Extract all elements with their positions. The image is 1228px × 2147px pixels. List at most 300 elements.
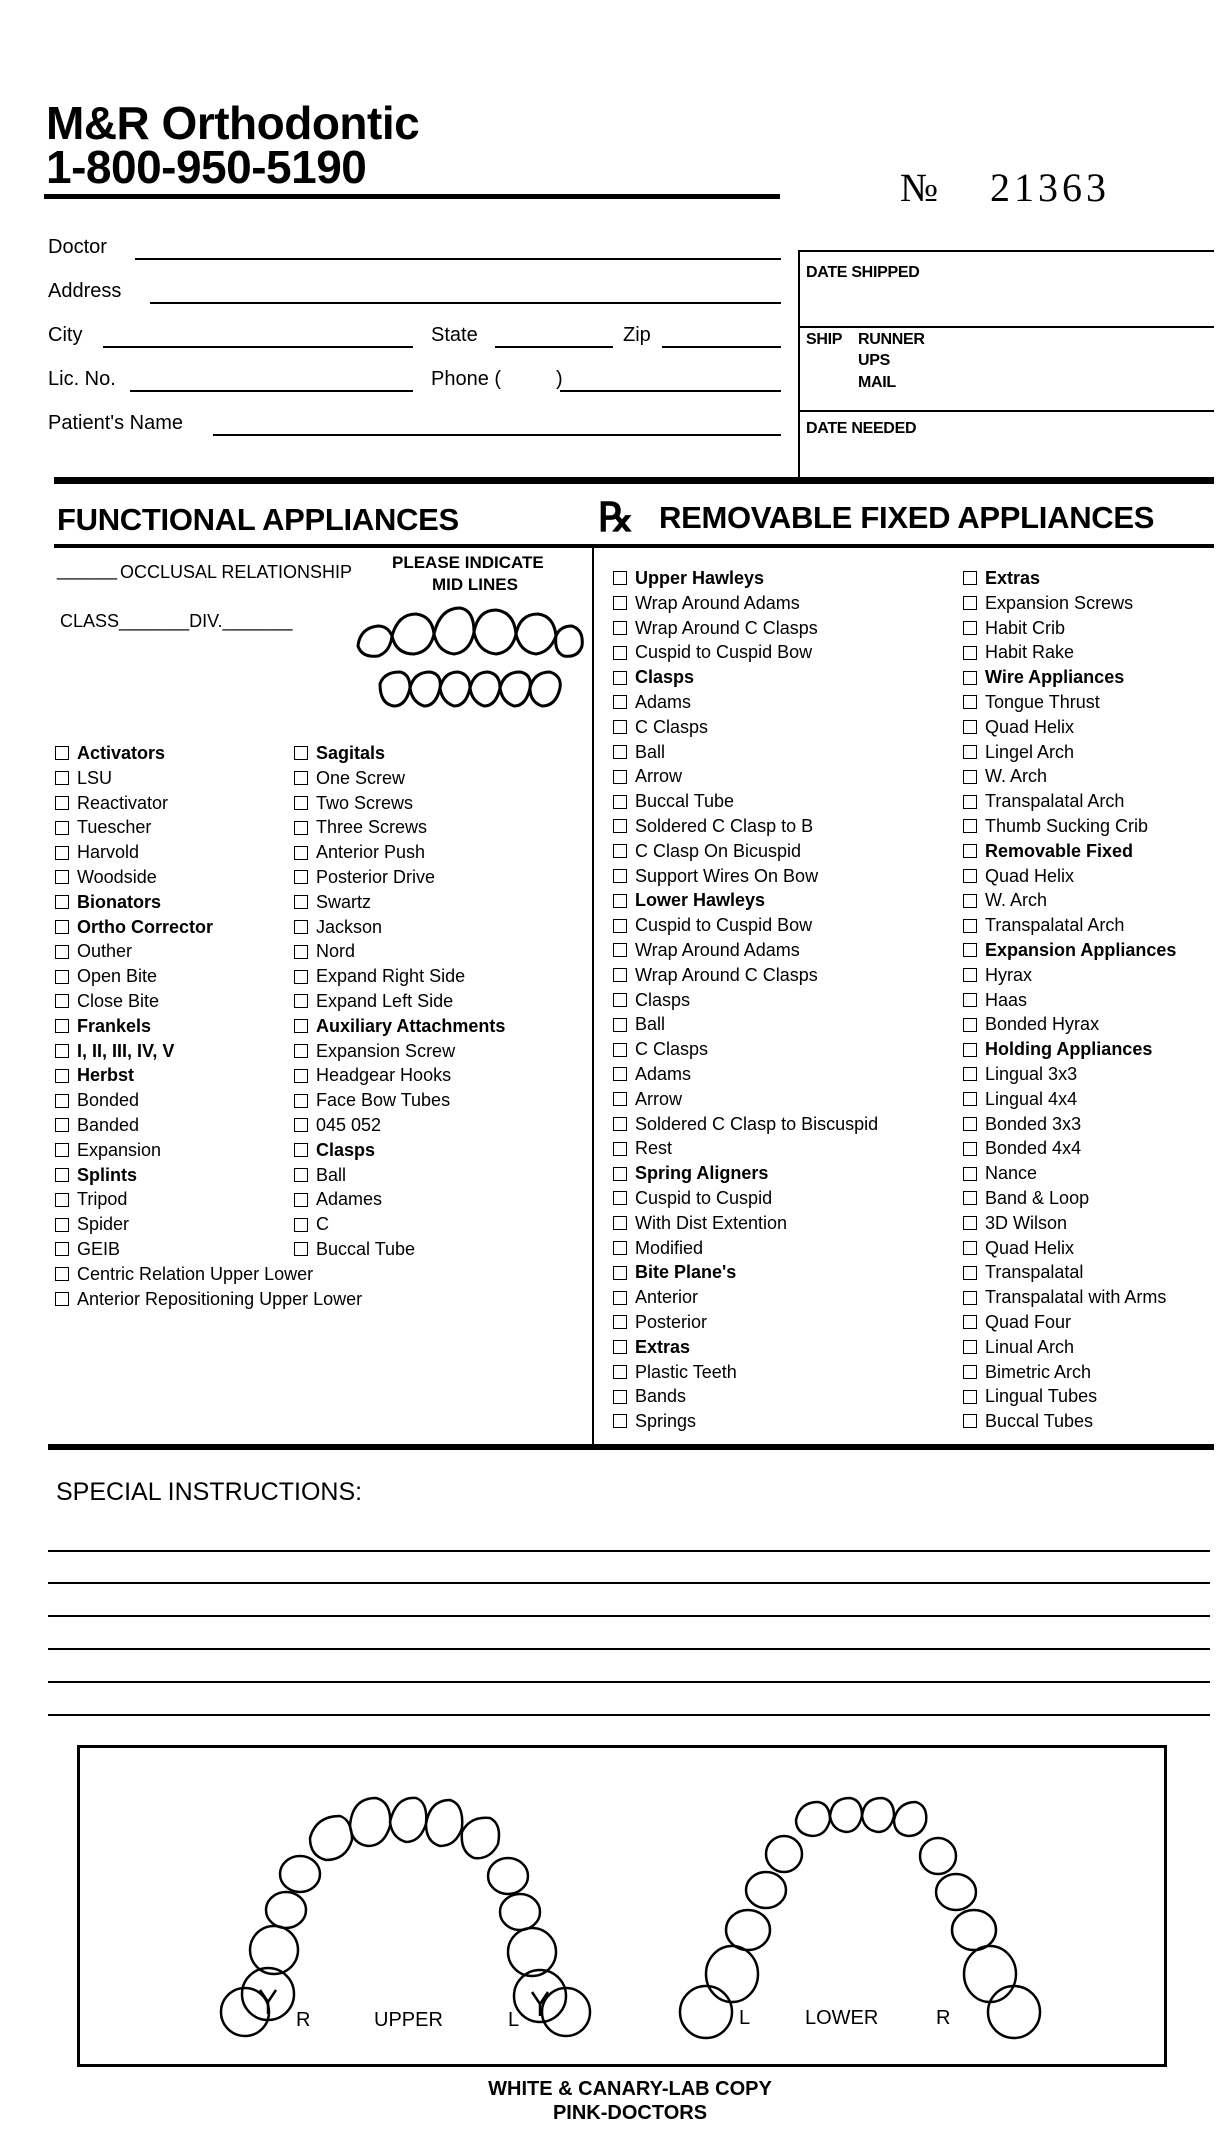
removable-left-column: [613, 566, 878, 1434]
checkbox[interactable]: [613, 1266, 627, 1280]
checkbox[interactable]: [294, 1242, 308, 1256]
checklist-item[interactable]: [294, 741, 505, 766]
checklist-item[interactable]: [55, 1287, 362, 1312]
checklist-item-label: 045 052: [316, 1114, 382, 1135]
checklist-item[interactable]: [613, 1161, 878, 1186]
checklist-item[interactable]: [294, 1187, 505, 1212]
checklist-item[interactable]: [963, 913, 1176, 938]
checklist-item[interactable]: [613, 864, 878, 889]
footer-line-2: PINK-DOCTORS: [552, 2102, 708, 2124]
checklist-item[interactable]: [963, 764, 1176, 789]
checkbox[interactable]: [963, 1365, 977, 1379]
section-divider: [592, 548, 594, 1446]
checkbox[interactable]: [294, 994, 308, 1008]
checklist-item[interactable]: [963, 640, 1176, 665]
special-instructions-label: SPECIAL INSTRUCTIONS:: [56, 1478, 363, 1506]
checklist-item[interactable]: [963, 1335, 1176, 1360]
checklist-item[interactable]: [963, 888, 1176, 913]
checklist-item-label: Wrap Around Adams: [635, 939, 800, 960]
checkbox[interactable]: [963, 1018, 977, 1032]
checklist-item-label: Expansion Screws: [985, 592, 1134, 613]
checklist-item-label: I, II, III, IV, V: [77, 1040, 175, 1061]
checklist-item[interactable]: [963, 1136, 1176, 1161]
checkbox[interactable]: [963, 1142, 977, 1156]
checkbox[interactable]: [963, 646, 977, 660]
checkbox[interactable]: [613, 1291, 627, 1305]
checkbox[interactable]: [55, 1267, 69, 1281]
checklist-item[interactable]: [613, 1310, 878, 1335]
checklist-item[interactable]: [613, 789, 878, 814]
state-label: State: [431, 324, 478, 346]
checkbox[interactable]: [963, 1340, 977, 1354]
checkbox[interactable]: [963, 1216, 977, 1230]
class-div-label: CLASS_______DIV._______: [60, 611, 293, 631]
checkbox[interactable]: [294, 1218, 308, 1232]
checklist-item-label: Linual Arch: [985, 1336, 1075, 1357]
checkbox[interactable]: [963, 1067, 977, 1081]
checklist-item[interactable]: [963, 1285, 1176, 1310]
checkbox[interactable]: [613, 1067, 627, 1081]
lower-r-label: R: [936, 2007, 951, 2029]
lic-no-label: Lic. No.: [48, 368, 116, 390]
checkbox[interactable]: [55, 920, 69, 934]
checklist-item[interactable]: [294, 791, 505, 816]
checklist-item[interactable]: [294, 1063, 505, 1088]
checkbox[interactable]: [963, 968, 977, 982]
checklist-item[interactable]: [963, 566, 1176, 591]
checklist-item[interactable]: [294, 939, 505, 964]
checklist-item[interactable]: [613, 740, 878, 765]
checklist-item-label: LSU: [77, 767, 113, 788]
checklist-item[interactable]: [963, 591, 1176, 616]
checkbox[interactable]: [55, 1168, 69, 1182]
checkbox[interactable]: [55, 1193, 69, 1207]
checklist-item-label: Cuspid to Cuspid: [635, 1187, 773, 1208]
midline-teeth-icon: [350, 606, 590, 726]
checklist-item-label: Bite Plane's: [635, 1262, 737, 1283]
checkbox[interactable]: [294, 920, 308, 934]
checklist-item[interactable]: [963, 1236, 1176, 1261]
checkbox[interactable]: [963, 671, 977, 685]
checklist-item[interactable]: [613, 690, 878, 715]
removable-fixed-title: REMOVABLE FIXED APPLIANCES: [659, 500, 1155, 535]
checklist-item-label: GEIB: [77, 1238, 121, 1259]
checklist-item-label: Buccal Tubes: [985, 1411, 1094, 1432]
checkbox[interactable]: [55, 1292, 69, 1306]
checklist-item-label: Bonded 4x4: [985, 1138, 1082, 1159]
checkbox[interactable]: [963, 1291, 977, 1305]
patient-name-label: Patient's Name: [48, 412, 183, 434]
checklist-item[interactable]: [613, 566, 878, 591]
checkbox[interactable]: [963, 1043, 977, 1057]
checklist-item-label: Posterior Drive: [316, 866, 436, 887]
checkbox[interactable]: [963, 1191, 977, 1205]
checkbox[interactable]: [613, 1043, 627, 1057]
checkbox[interactable]: [613, 894, 627, 908]
checklist-item[interactable]: [963, 740, 1176, 765]
checklist-item-label: Tongue Thrust: [985, 691, 1100, 712]
checkbox[interactable]: [55, 1069, 69, 1083]
checkbox[interactable]: [963, 571, 977, 585]
checkbox[interactable]: [613, 1315, 627, 1329]
doctor-field[interactable]: [135, 258, 781, 260]
upper-l-label: L: [508, 2009, 520, 2031]
checklist-item-label: Buccal Tube: [316, 1238, 416, 1259]
checklist-item[interactable]: [963, 864, 1176, 889]
checkbox[interactable]: [613, 819, 627, 833]
checkbox[interactable]: [963, 1167, 977, 1181]
checklist-item[interactable]: [294, 915, 505, 940]
checklist-item[interactable]: [963, 1360, 1176, 1385]
phone-field[interactable]: [560, 390, 781, 392]
checklist-item-label: Ortho Corrector: [77, 916, 214, 937]
checklist-item[interactable]: [963, 1012, 1176, 1037]
checkbox[interactable]: [613, 968, 627, 982]
checklist-item[interactable]: [294, 1113, 505, 1138]
checklist-item[interactable]: [613, 988, 878, 1013]
checkbox[interactable]: [963, 1266, 977, 1280]
checkbox[interactable]: [55, 746, 69, 760]
checklist-item[interactable]: [613, 963, 878, 988]
checkbox[interactable]: [55, 994, 69, 1008]
checklist-item-label: Adames: [316, 1189, 383, 1210]
checkbox[interactable]: [294, 1168, 308, 1182]
checkbox[interactable]: [613, 1390, 627, 1404]
checklist-item[interactable]: [294, 890, 505, 915]
checkbox[interactable]: [963, 1414, 977, 1428]
checkbox[interactable]: [963, 919, 977, 933]
checkbox[interactable]: [294, 746, 308, 760]
checklist-item-label: Springs: [635, 1411, 697, 1432]
phone-label: Phone (: [431, 368, 502, 390]
checkbox[interactable]: [613, 1216, 627, 1230]
checkbox[interactable]: [963, 770, 977, 784]
checkbox[interactable]: [55, 771, 69, 785]
checklist-item[interactable]: [963, 814, 1176, 839]
instructions-line-3[interactable]: [48, 1615, 1210, 1617]
checklist-item[interactable]: [613, 616, 878, 641]
checkbox[interactable]: [613, 770, 627, 784]
checklist-item-label: Splints: [77, 1164, 138, 1185]
checkbox[interactable]: [613, 1167, 627, 1181]
checkbox[interactable]: [55, 1118, 69, 1132]
checklist-item[interactable]: [294, 964, 505, 989]
checkbox[interactable]: [613, 1018, 627, 1032]
checkbox[interactable]: [963, 894, 977, 908]
checklist-item[interactable]: [294, 1237, 505, 1262]
checklist-item-label: C Clasps: [635, 1039, 709, 1060]
checklist-item-label: Arrow: [635, 766, 683, 787]
checklist-item-label: Clasps: [635, 667, 695, 688]
address-field[interactable]: [150, 302, 781, 304]
checkbox[interactable]: [613, 919, 627, 933]
checklist-item[interactable]: [963, 963, 1176, 988]
checklist-item[interactable]: [613, 665, 878, 690]
checkbox[interactable]: [613, 1414, 627, 1428]
checklist-item-label: Ball: [635, 1014, 666, 1035]
checkbox[interactable]: [613, 621, 627, 635]
checkbox[interactable]: [963, 795, 977, 809]
checkbox[interactable]: [294, 771, 308, 785]
zip-field[interactable]: [662, 346, 781, 348]
checklist-item[interactable]: [963, 690, 1176, 715]
checkbox[interactable]: [963, 869, 977, 883]
checklist-item[interactable]: [613, 1037, 878, 1062]
checklist-item[interactable]: [963, 938, 1176, 963]
checklist-item[interactable]: [613, 640, 878, 665]
checklist-item[interactable]: [294, 865, 505, 890]
checkbox[interactable]: [963, 993, 977, 1007]
checkbox[interactable]: [55, 970, 69, 984]
checklist-item-label: Swartz: [316, 891, 372, 912]
checkbox[interactable]: [963, 1117, 977, 1131]
checklist-item-label: Bonded: [77, 1090, 140, 1111]
checklist-item-label: Quad Helix: [985, 865, 1075, 886]
checkbox[interactable]: [613, 695, 627, 709]
checklist-item-label: Bonded Hyrax: [985, 1014, 1100, 1035]
checkbox[interactable]: [613, 745, 627, 759]
checkbox[interactable]: [613, 844, 627, 858]
checklist-item[interactable]: [613, 1012, 878, 1037]
checkbox[interactable]: [613, 1365, 627, 1379]
checklist-item-label: Woodside: [77, 866, 157, 887]
checklist-item[interactable]: [963, 1037, 1176, 1062]
checkbox[interactable]: [294, 1193, 308, 1207]
functional-appliances-title: FUNCTIONAL APPLIANCES: [57, 502, 459, 537]
checkbox[interactable]: [613, 869, 627, 883]
checklist-item[interactable]: [613, 1260, 878, 1285]
checklist-item[interactable]: [613, 1384, 878, 1409]
checkbox[interactable]: [613, 993, 627, 1007]
checklist-item-label: Face Bow Tubes: [316, 1090, 451, 1111]
checklist-item[interactable]: [294, 1014, 505, 1039]
checklist-item[interactable]: [963, 1087, 1176, 1112]
checkbox[interactable]: [55, 1143, 69, 1157]
lic-no-field[interactable]: [130, 390, 413, 392]
doctor-label: Doctor: [48, 236, 107, 258]
form-number: 21363: [990, 165, 1110, 210]
checklist-item[interactable]: [613, 1062, 878, 1087]
checkbox[interactable]: [294, 846, 308, 860]
checklist-item[interactable]: [963, 1062, 1176, 1087]
checkbox[interactable]: [294, 870, 308, 884]
checklist-item[interactable]: [963, 665, 1176, 690]
checkbox[interactable]: [294, 945, 308, 959]
checkbox[interactable]: [613, 1117, 627, 1131]
checkbox[interactable]: [294, 895, 308, 909]
checklist-item[interactable]: [613, 1360, 878, 1385]
checklist-item[interactable]: [613, 1335, 878, 1360]
checklist-item-label: Anterior Repositioning Upper Lower: [77, 1288, 363, 1309]
checklist-item-label: Transpalatal: [985, 1262, 1084, 1283]
upper-r-label: R: [296, 2009, 311, 2031]
checklist-item-label: Extras: [985, 568, 1041, 588]
checklist-item-label: Thumb Sucking Crib: [985, 815, 1149, 836]
checkbox[interactable]: [613, 795, 627, 809]
checklist-item[interactable]: [294, 815, 505, 840]
patient-name-field[interactable]: [213, 434, 781, 436]
checklist-item-label: Band & Loop: [985, 1187, 1090, 1208]
checklist-item[interactable]: [613, 1285, 878, 1310]
checklist-item[interactable]: [294, 989, 505, 1014]
checklist-item-label: W. Arch: [985, 890, 1048, 911]
checklist-item[interactable]: [613, 839, 878, 864]
checklist-item-label: Bands: [635, 1386, 687, 1407]
checklist-item-label: Reactivator: [77, 792, 169, 813]
checklist-item[interactable]: [613, 764, 878, 789]
checklist-item[interactable]: [963, 715, 1176, 740]
checkbox[interactable]: [294, 1118, 308, 1132]
checklist-item[interactable]: [613, 1409, 878, 1434]
checklist-item[interactable]: [294, 1039, 505, 1064]
occlusal-blank: ______: [57, 560, 118, 580]
checkbox[interactable]: [55, 870, 69, 884]
checkbox[interactable]: [613, 596, 627, 610]
occlusal-label: OCCLUSAL RELATIONSHIP: [120, 562, 353, 582]
checkbox[interactable]: [963, 1390, 977, 1404]
checklist-item[interactable]: [963, 1211, 1176, 1236]
checklist-item-label: Close Bite: [77, 990, 160, 1011]
checkbox[interactable]: [294, 1143, 308, 1157]
checklist-item-label: Bimetric Arch: [985, 1361, 1092, 1382]
checklist-item-label: Wrap Around C Clasps: [635, 964, 818, 985]
checklist-item[interactable]: [963, 839, 1176, 864]
checkbox[interactable]: [963, 720, 977, 734]
checkbox[interactable]: [613, 1340, 627, 1354]
checklist-item[interactable]: [613, 715, 878, 740]
checklist-item[interactable]: [613, 913, 878, 938]
checkbox[interactable]: [613, 1142, 627, 1156]
checklist-item-label: Cuspid to Cuspid Bow: [635, 915, 813, 936]
checklist-item-label: Outher: [77, 941, 133, 962]
instructions-line-6[interactable]: [48, 1714, 1210, 1716]
checklist-item[interactable]: [613, 814, 878, 839]
checkbox[interactable]: [963, 695, 977, 709]
checkbox[interactable]: [55, 846, 69, 860]
checkbox[interactable]: [963, 1241, 977, 1255]
checklist-item-label: Sagitals: [316, 743, 386, 763]
checkbox[interactable]: [55, 945, 69, 959]
checklist-item[interactable]: [963, 1310, 1176, 1335]
address-label: Address: [48, 280, 122, 302]
checklist-item[interactable]: [963, 1384, 1176, 1409]
lower-l-label: L: [739, 2007, 751, 2029]
checklist-item[interactable]: [963, 1409, 1176, 1434]
checkbox[interactable]: [55, 1218, 69, 1232]
checklist-item[interactable]: [613, 1211, 878, 1236]
checklist-item-label: Adams: [635, 1063, 692, 1084]
checklist-item[interactable]: [963, 988, 1176, 1013]
checkbox[interactable]: [963, 621, 977, 635]
checkbox[interactable]: [613, 1241, 627, 1255]
checklist-item[interactable]: [963, 1161, 1176, 1186]
checklist-item[interactable]: [613, 1087, 878, 1112]
checklist-item-label: Removable Fixed: [985, 840, 1134, 861]
checklist-item-label: Ball: [635, 741, 666, 762]
checklist-item-label: Arrow: [635, 1088, 683, 1109]
checklist-item[interactable]: [294, 1088, 505, 1113]
checklist-item-label: Harvold: [77, 842, 140, 863]
checklist-item[interactable]: [294, 1163, 505, 1188]
checklist-item[interactable]: [55, 1262, 362, 1287]
checkbox[interactable]: [55, 1242, 69, 1256]
checkbox[interactable]: [294, 796, 308, 810]
checkbox[interactable]: [294, 821, 308, 835]
checkbox[interactable]: [963, 596, 977, 610]
checklist-item[interactable]: [613, 1112, 878, 1137]
instructions-line-1[interactable]: [48, 1550, 1210, 1552]
checkbox[interactable]: [613, 646, 627, 660]
checkbox[interactable]: [55, 1019, 69, 1033]
checkbox[interactable]: [963, 844, 977, 858]
checkbox[interactable]: [963, 1315, 977, 1329]
checkbox[interactable]: [294, 1069, 308, 1083]
checklist-item-label: Expansion Screw: [316, 1040, 456, 1061]
checklist-item[interactable]: [963, 1260, 1176, 1285]
checkbox[interactable]: [55, 821, 69, 835]
checklist-item[interactable]: [963, 616, 1176, 641]
checklist-item[interactable]: [613, 888, 878, 913]
checkbox[interactable]: [294, 1094, 308, 1108]
checklist-item-label: Lingual 3x3: [985, 1063, 1078, 1084]
checkbox[interactable]: [613, 1191, 627, 1205]
checkbox[interactable]: [963, 819, 977, 833]
checklist-item[interactable]: [613, 1236, 878, 1261]
checklist-item[interactable]: [613, 591, 878, 616]
checkbox[interactable]: [55, 895, 69, 909]
number-symbol: №: [900, 165, 939, 210]
checkbox[interactable]: [294, 1044, 308, 1058]
checklist-item[interactable]: [294, 766, 505, 791]
checklist-item[interactable]: [963, 1186, 1176, 1211]
checkbox[interactable]: [963, 1092, 977, 1106]
checkbox[interactable]: [613, 1092, 627, 1106]
checkbox[interactable]: [55, 796, 69, 810]
checklist-item[interactable]: [294, 1138, 505, 1163]
checklist-item[interactable]: [963, 789, 1176, 814]
checklist-item[interactable]: [613, 1186, 878, 1211]
checkbox[interactable]: [613, 571, 627, 585]
state-field[interactable]: [495, 346, 613, 348]
checkbox[interactable]: [294, 1019, 308, 1033]
instructions-line-5[interactable]: [48, 1681, 1210, 1683]
checklist-item-label: Bionators: [77, 891, 162, 912]
checkbox[interactable]: [55, 1044, 69, 1058]
checkbox[interactable]: [613, 671, 627, 685]
checklist-item-label: Support Wires On Bow: [635, 865, 819, 886]
checklist-item[interactable]: [613, 1136, 878, 1161]
checkbox[interactable]: [294, 970, 308, 984]
checklist-item-label: Rest: [635, 1138, 673, 1159]
checklist-item-label: Banded: [77, 1114, 140, 1135]
checkbox[interactable]: [613, 943, 627, 957]
section-rule-top: [54, 477, 1214, 484]
checklist-item-label: Quad Four: [985, 1311, 1072, 1332]
instructions-line-4[interactable]: [48, 1648, 1210, 1650]
instructions-line-2[interactable]: [48, 1582, 1210, 1584]
checklist-item-label: 3D Wilson: [985, 1212, 1068, 1233]
checklist-item[interactable]: [294, 840, 505, 865]
city-field[interactable]: [103, 346, 413, 348]
checkbox[interactable]: [55, 1094, 69, 1108]
checkbox[interactable]: [963, 745, 977, 759]
checklist-item-label: C Clasp On Bicuspid: [635, 840, 802, 861]
checklist-item[interactable]: [613, 938, 878, 963]
checklist-item[interactable]: [294, 1212, 505, 1237]
checkbox[interactable]: [963, 943, 977, 957]
checkbox[interactable]: [613, 720, 627, 734]
checklist-item[interactable]: [963, 1112, 1176, 1137]
